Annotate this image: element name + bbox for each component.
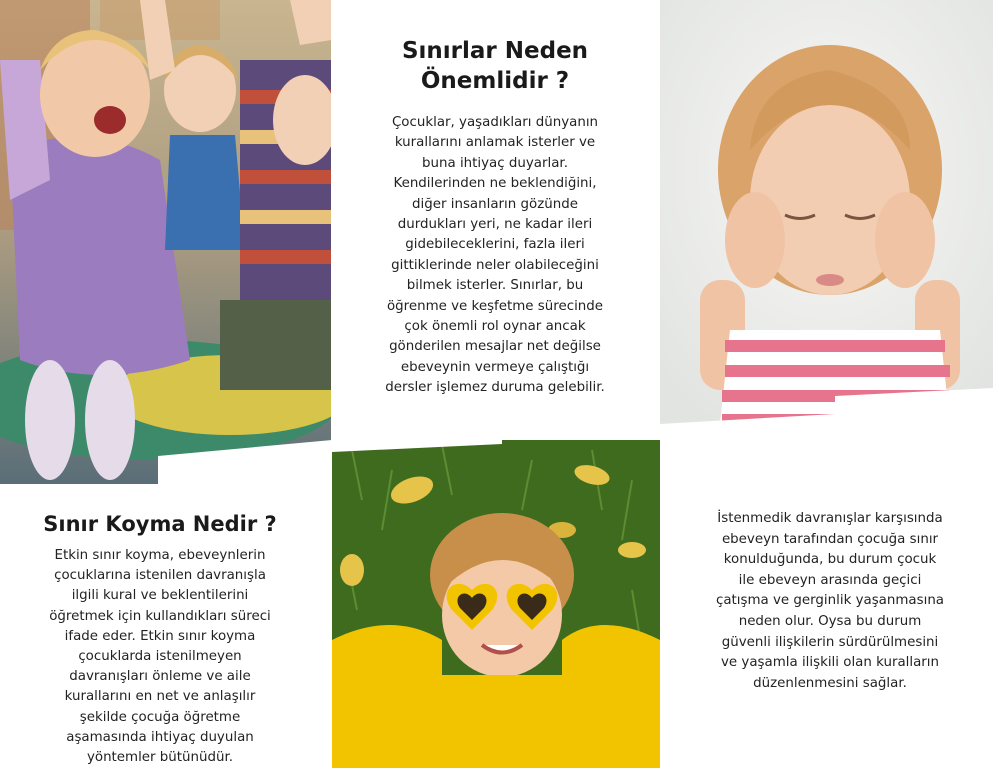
text-line: dersler işlemez duruma gelebilir. [385,380,605,396]
text-line: ebeveynin vermeye çalıştığı [400,359,590,375]
text-line: ifade eder. Etkin sınır koyma [64,628,256,644]
text-line: gidebileceklerini, fazla ileri [405,237,585,253]
girl-covering-ears-photo [660,0,993,424]
why-important-title-line1: Sınırlar Neden [401,38,589,64]
text-line: yöntemler bütünüdür. [86,750,234,766]
text-line: neden olur. Oysa bu durum [738,613,922,629]
text-line: çok önemli rol oynar ancak [404,319,586,335]
text-line: buna ihtiyaç duyarlar. [422,155,568,171]
what-is-title: Sınır Koyma Nedir ? [43,512,277,536]
text-line: çatışma ve gerginlik yaşanmasına [715,593,945,609]
text-line: kurallarını anlamak isterler ve [394,135,596,151]
text-line: gittiklerinde neler olabileceğini [391,257,599,273]
text-line: ile ebeveyn arasında geçici [738,572,922,588]
what-is-section [10,510,310,768]
text-line: Etkin sınır koyma, ebeveynlerin [54,548,266,563]
text-line: şekilde çocuğa öğretme [79,709,241,725]
text-line: İstenmedik davranışlar karşısında [717,511,943,526]
text-line: kurallarını en net ve anlaşılır [64,689,256,705]
diagonal-divider-left [0,440,332,500]
boy-in-grass-photo [332,440,660,768]
text-line: düzenlenmesini sağlar. [753,675,907,691]
text-line: güvenli ilişkilerin sürdürülmesini [721,634,939,650]
conflict-section [680,509,980,694]
text-line: diğer insanların gözünde [412,196,578,212]
text-line: ebeveyn tarafından çocuğa sınır [721,531,939,547]
conflict-body [680,509,980,694]
text-line: ve yaşamla ilişkili olan kuralların [720,655,940,671]
text-line: konulduğunda, bu durum çocuk [723,552,937,568]
why-important-title [350,36,640,96]
text-line: Kendilerinden ne beklendiğini, [393,176,597,192]
text-line: davranışları önleme ve aile [69,669,251,685]
why-important-section [350,36,640,399]
what-is-body [10,546,310,768]
text-line: çocuklarda istenilmeyen [78,649,242,665]
text-line: durdukları yeri, ne kadar ileri [397,217,593,233]
text-line: gönderilen mesajlar net değilse [389,339,601,355]
why-important-title-line2: Önemlidir ? [420,68,570,94]
diagonal-divider-right [660,388,993,438]
text-line: bilmek isterler. Sınırlar, bu [406,278,584,294]
text-line: öğrenme ve keşfetme sürecinde [386,298,604,314]
diagonal-divider-middle [332,392,660,452]
text-line: çocuklarına istenilen davranışla [54,568,266,584]
why-important-body [350,113,640,399]
text-line: ilgili kural ve beklentilerini [71,588,249,604]
text-line: Çocuklar, yaşadıkları dünyanın [391,115,599,130]
text-line: öğretmek için kullandıkları süreci [49,608,271,624]
text-line: aşamasında ihtiyaç duyulan [66,729,254,745]
children-classroom-photo [0,0,331,484]
